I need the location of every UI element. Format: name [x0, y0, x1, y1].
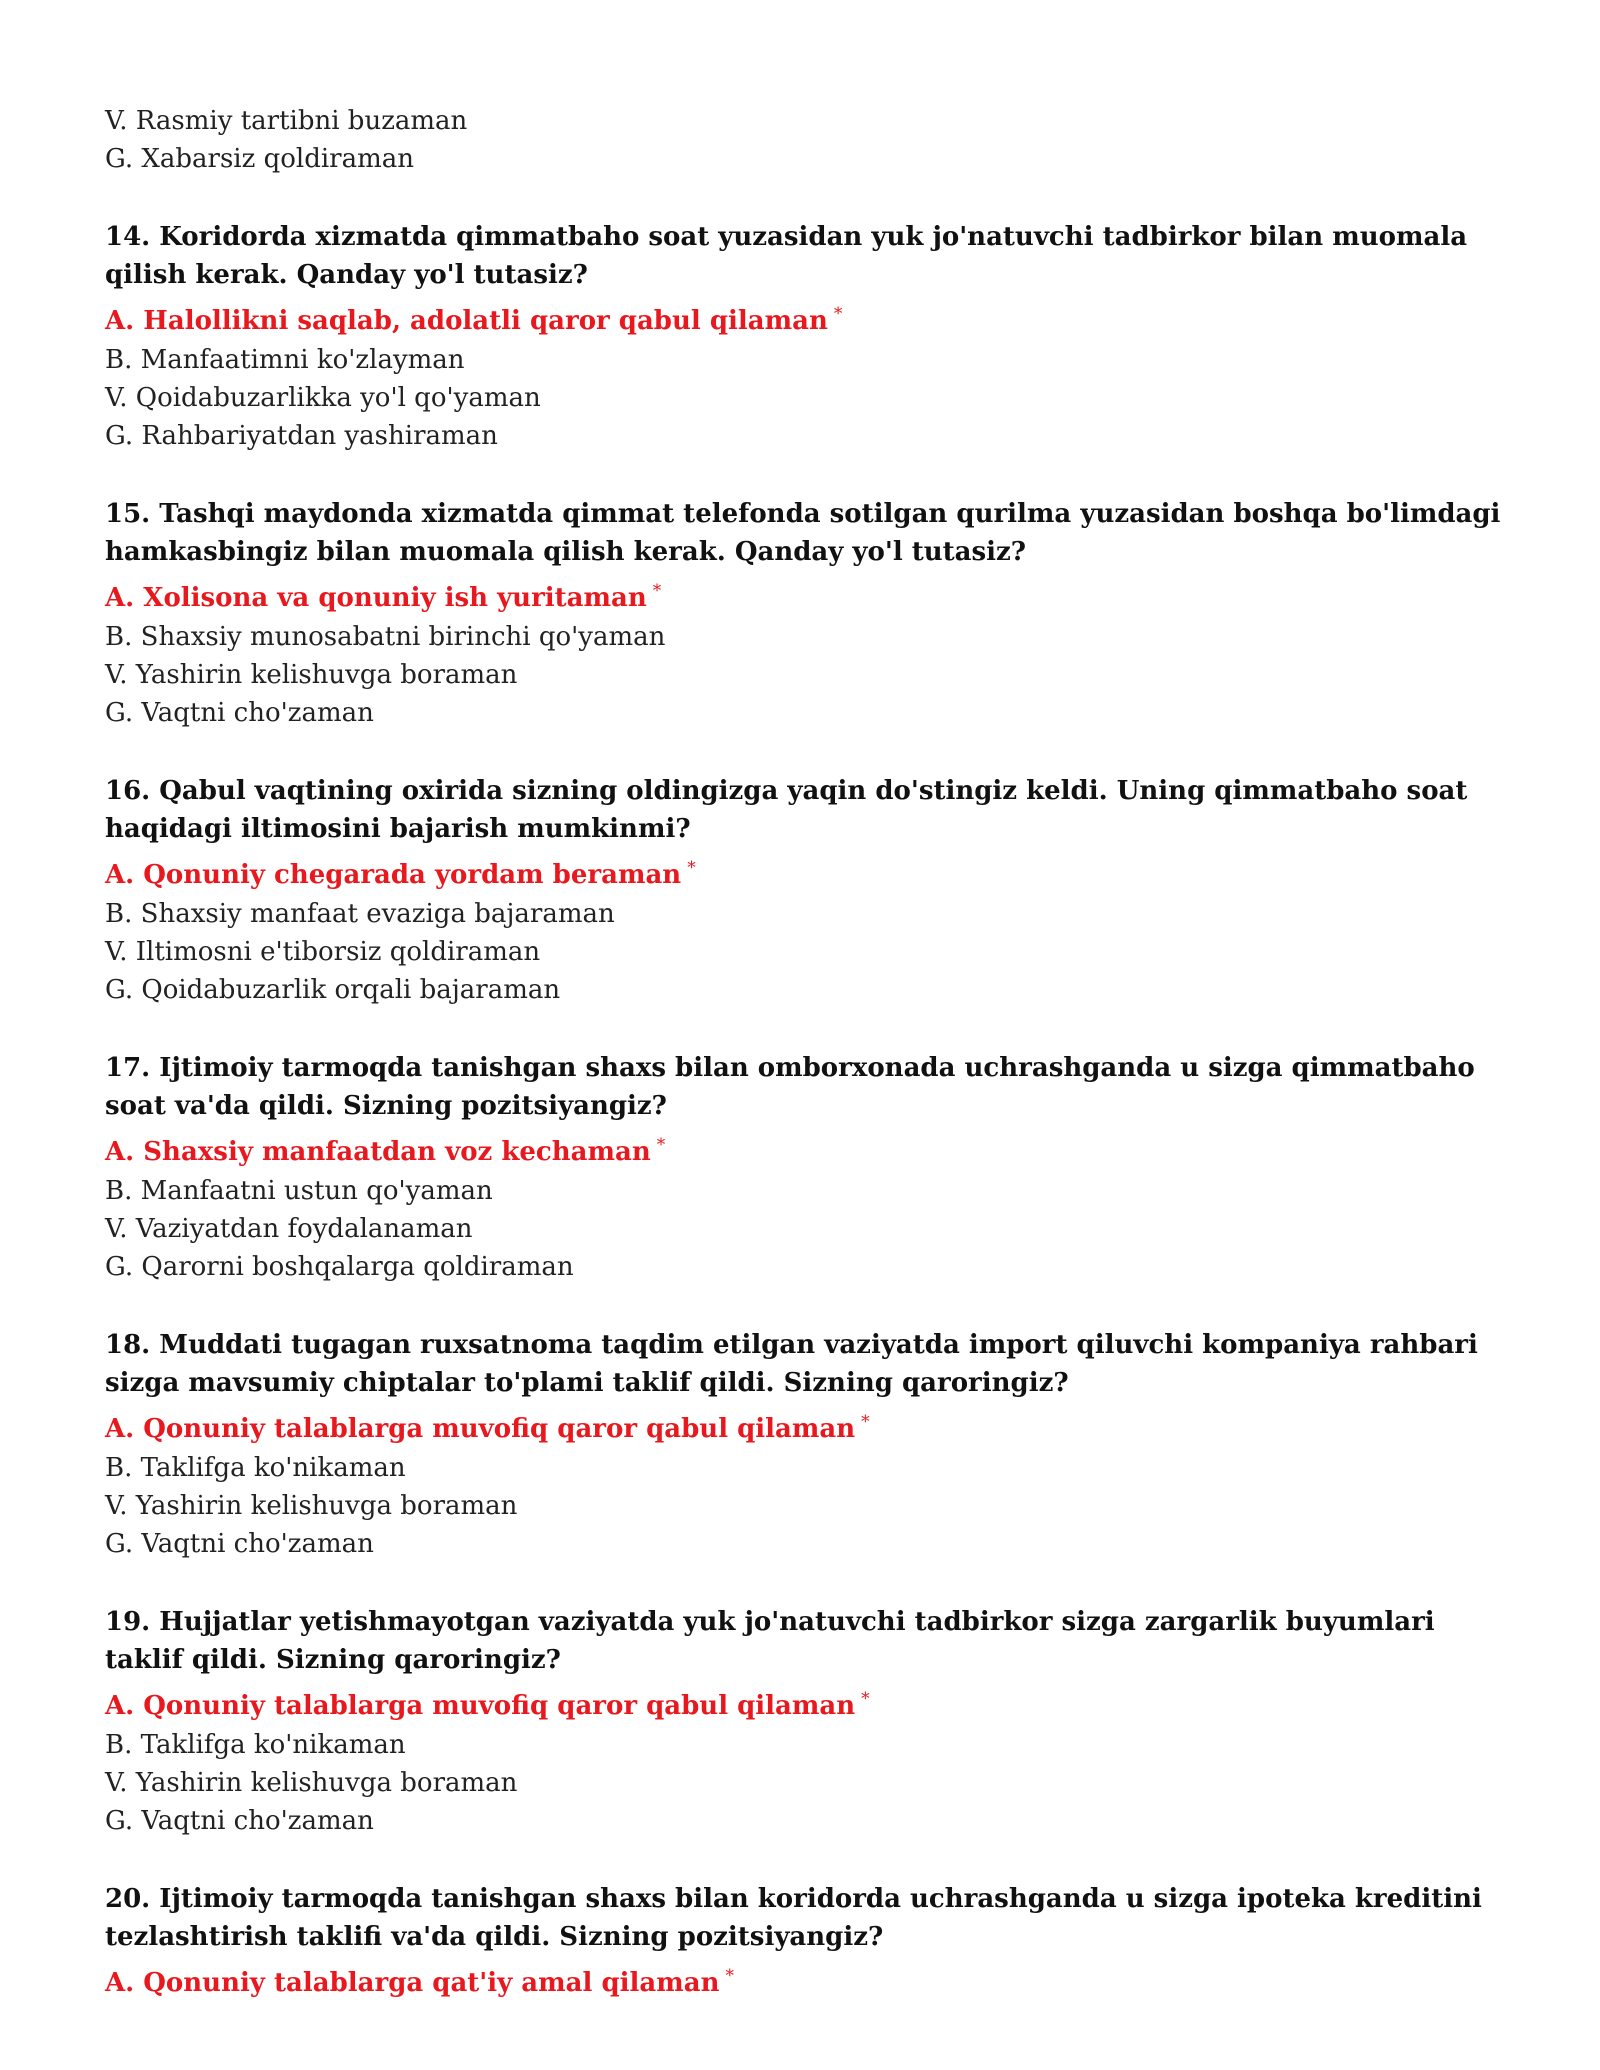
answer-option: G. Qoidabuzarlik orqali bajaraman: [105, 975, 561, 1005]
required-star-icon: *: [861, 1689, 870, 1709]
required-star-icon: *: [687, 858, 696, 878]
correct-answer-label: A. Xolisona va qonuniy ish yuritaman: [105, 583, 647, 613]
question-text: 15. Tashqi maydonda xizmatda qimmat telefonda sotilgan qurilma yuzasidan boshqa bo'limdagi hamkasbingiz bilan muomala qilish kerak. Qanday yo'l tutasiz?: [105, 499, 1501, 567]
required-star-icon: *: [725, 1966, 734, 1986]
question-text: 19. Hujjatlar yetishmayotgan vaziyatda yuk jo'natuvchi tadbirkor sizga zargarlik buyumlari taklif qildi. Sizning qaroringiz?: [105, 1607, 1435, 1675]
correct-answer: [105, 571, 1505, 618]
answer-option: B. Shaxsiy manfaat evaziga bajaraman: [105, 899, 615, 929]
correct-answer-label: A. Qonuniy talablarga qat'iy amal qilaman: [105, 1968, 720, 1998]
correct-answer: [105, 848, 1505, 895]
answer-option: G. Vaqtni cho'zaman: [105, 698, 374, 728]
answer-option: B. Manfaatimni ko'zlayman: [105, 345, 465, 375]
answer-option: B. Taklifga ko'nikaman: [105, 1730, 406, 1760]
question-block: [105, 1880, 1505, 2003]
answer-option: B. Manfaatni ustun qo'yaman: [105, 1176, 493, 1206]
correct-answer: [105, 1125, 1505, 1172]
question-text: 17. Ijtimoiy tarmoqda tanishgan shaxs bilan omborxonada uchrashganda u sizga qimmatbaho soat va'da qildi. Sizning pozitsiyangiz?: [105, 1053, 1475, 1121]
answer-option: B. Taklifga ko'nikaman: [105, 1453, 406, 1483]
answer-option: V. Qoidabuzarlikka yo'l qo'yaman: [105, 383, 541, 413]
correct-answer-label: A. Halollikni saqlab, adolatli qaror qabul qilaman: [105, 306, 828, 336]
correct-answer-label: A. Qonuniy talablarga muvofiq qaror qabul qilaman: [105, 1691, 856, 1721]
question-block: [105, 772, 1505, 1009]
question-block: [105, 1326, 1505, 1563]
answer-option: G. Xabarsiz qoldiraman: [105, 144, 414, 174]
correct-answer: [105, 1956, 1505, 2003]
correct-answer-label: A. Qonuniy chegarada yordam beraman: [105, 860, 682, 890]
answer-option: V. Yashirin kelishuvga boraman: [105, 1491, 518, 1521]
correct-answer-label: A. Qonuniy talablarga muvofiq qaror qabul qilaman: [105, 1414, 856, 1444]
quiz-page: [105, 102, 1505, 2003]
question-block: [105, 1049, 1505, 1286]
answer-option: G. Vaqtni cho'zaman: [105, 1529, 374, 1559]
answer-option: V. Rasmiy tartibni buzaman: [105, 106, 468, 136]
question-text: 20. Ijtimoiy tarmoqda tanishgan shaxs bilan koridorda uchrashganda u sizga ipoteka kreditini tezlashtirish taklifi va'da qildi. Sizning pozitsiyangiz?: [105, 1884, 1482, 1952]
answer-option: V. Yashirin kelishuvga boraman: [105, 660, 518, 690]
required-star-icon: *: [652, 581, 662, 601]
required-star-icon: *: [833, 304, 843, 324]
answer-option: G. Qarorni boshqalarga qoldiraman: [105, 1252, 574, 1282]
answer-option: G. Vaqtni cho'zaman: [105, 1806, 374, 1836]
answer-option: V. Yashirin kelishuvga boraman: [105, 1768, 518, 1798]
previous-question-tail: [105, 102, 1505, 178]
correct-answer: [105, 1402, 1505, 1449]
question-text: 16. Qabul vaqtining oxirida sizning oldingizga yaqin do'stingiz keldi. Uning qimmatbaho soat haqidagi iltimosini bajarish mumkinmi?: [105, 776, 1468, 844]
answer-option: G. Rahbariyatdan yashiraman: [105, 421, 498, 451]
required-star-icon: *: [861, 1412, 870, 1432]
question-text: 18. Muddati tugagan ruxsatnoma taqdim etilgan vaziyatda import qiluvchi kompaniya rahbari sizga mavsumiy chiptalar to'plami taklif qildi. Sizning qaroringiz?: [105, 1330, 1478, 1398]
answer-option: V. Vaziyatdan foydalanaman: [105, 1214, 473, 1244]
correct-answer: [105, 1679, 1505, 1726]
question-text: 14. Koridorda xizmatda qimmatbaho soat yuzasidan yuk jo'natuvchi tadbirkor bilan muomala qilish kerak. Qanday yo'l tutasiz?: [105, 222, 1468, 290]
answer-option: V. Iltimosni e'tiborsiz qoldiraman: [105, 937, 541, 967]
correct-answer-label: A. Shaxsiy manfaatdan voz kechaman: [105, 1137, 651, 1167]
question-block: [105, 1603, 1505, 1840]
correct-answer: [105, 294, 1505, 341]
question-block: [105, 495, 1505, 732]
required-star-icon: *: [656, 1135, 666, 1155]
question-block: [105, 218, 1505, 455]
answer-option: B. Shaxsiy munosabatni birinchi qo'yaman: [105, 622, 666, 652]
